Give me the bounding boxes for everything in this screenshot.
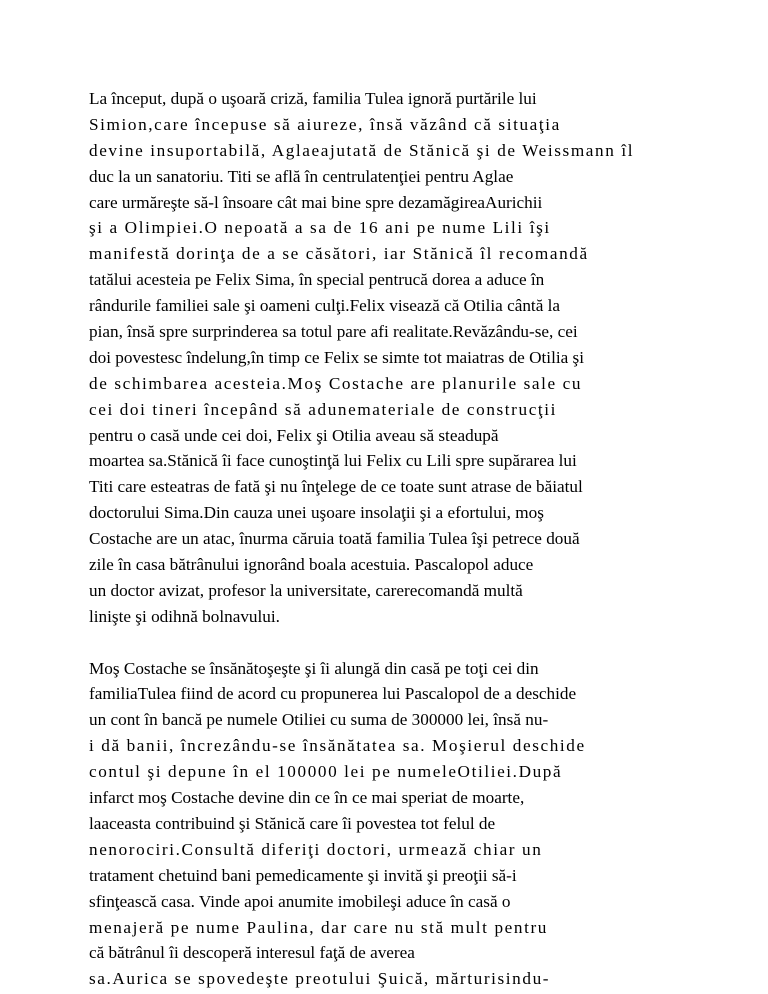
paragraph-gap (89, 630, 689, 656)
text-line: rândurile familiei sale şi oameni culţi.Felix visează că Otilia cântă la (89, 296, 561, 316)
text-line: sa.Aurica se spovedeşte preotului Şuică, mărturisindu- (89, 969, 551, 989)
text-line: laaceasta contribuind şi Stănică care îi povestea tot felul de (89, 813, 496, 833)
text-line: linişte şi odihnă bolnavului. (89, 606, 280, 626)
text-line: La început, după o uşoară criză, familia Tulea ignoră purtările lui (89, 89, 537, 108)
text-line: sfinţească casa. Vinde apoi anumite imobileşi aduce în casă o (89, 891, 511, 911)
text-line: Simion,care începuse să aiureze, însă văzând că situaţia (89, 114, 561, 134)
text-line: pentru o casă unde cei doi, Felix şi Otilia aveau să steadupă (89, 425, 499, 445)
text-line: tatălui acesteia pe Felix Sima, în special pentrucă dorea a aduce în (89, 270, 545, 290)
text-line: nenorociri.Consultă diferiţi doctori, urmează chiar un (89, 839, 543, 859)
text-line: un cont în bancă pe numele Otiliei cu suma de 300000 lei, însă nu- (89, 710, 549, 730)
text-line: devine insuportabilă, Aglaeajutată de Stănică şi de Weissmann îl (89, 140, 635, 160)
text-line: menajeră pe nume Paulina, dar care nu stă mult pentru (89, 917, 548, 937)
text-line: familiaTulea fiind de acord cu propunerea lui Pascalopol de a deschide (89, 684, 577, 704)
text-line: care urmăreşte să-l însoare cât mai bine spre dezamăgireaAurichii (89, 192, 543, 212)
text-line: Costache are un atac, înurma căruia toată familia Tulea îşi petrece două (89, 529, 580, 549)
text-line: doctorului Sima.Din cauza unei uşoare insolaţii şi a efortului, moş (89, 503, 544, 523)
text-line: contul şi depune în el 100000 lei pe numeleOtiliei.După (89, 762, 563, 782)
text-line: şi a Olimpiei.O nepoată a sa de 16 ani pe nume Lili îşi (89, 218, 551, 238)
text-line: cei doi tineri începând să adunemateriale de construcţii (89, 399, 558, 419)
text-line: tratament chetuind bani pemedicamente şi invită şi preoţii să-i (89, 865, 517, 885)
text-line: moartea sa.Stănică îi face cunoştinţă lui Felix cu Lili spre supărarea lui (89, 451, 577, 471)
text-line: duc la un sanatoriu. Titi se află în centrulatenţiei pentru Aglae (89, 166, 514, 186)
paragraph-2 (89, 656, 689, 993)
text-line: un doctor avizat, profesor la universitate, carerecomandă multă (89, 580, 523, 600)
text-line: de schimbarea acesteia.Moş Costache are planurile sale cu (89, 373, 583, 393)
text-line: zile în casa bătrânului ignorând boala acestuia. Pascalopol aduce (89, 555, 534, 575)
document-body (89, 86, 689, 992)
text-line: Moş Costache se însănătoşeşte şi îi alungă din casă pe toţi cei din (89, 658, 539, 678)
text-line: doi povestesc îndelung,în timp ce Felix se simte tot maiatras de Otilia şi (89, 347, 585, 367)
text-line: pian, însă spre surprinderea sa totul pare afi realitate.Revăzându-se, cei (89, 322, 578, 342)
text-line: Titi care esteatras de fată şi nu înţelege de ce toate sunt atrase de băiatul (89, 477, 583, 497)
text-line: infarct moş Costache devine din ce în ce mai speriat de moarte, (89, 788, 525, 808)
text-line: că bătrânul îi descoperă interesul faţă de averea (89, 943, 415, 963)
text-line: manifestă dorinţa de a se căsători, iar Stănică îl recomandă (89, 244, 589, 264)
text-line: i dă banii, încrezându-se însănătatea sa. Moşierul deschide (89, 736, 586, 756)
paragraph-1 (89, 86, 689, 630)
